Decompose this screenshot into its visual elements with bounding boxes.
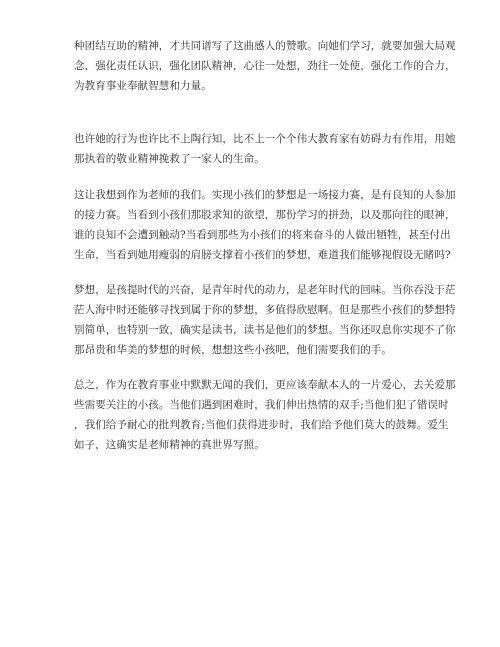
text-line: 生命，当看到她用瘦弱的肩膀支撑着小孩们的梦想，难道我们能够视假设无睹吗? bbox=[74, 249, 451, 261]
text-line: 那执着的敬业精神挽救了一家人的生命。 bbox=[74, 153, 265, 165]
text-line: 这让我想到作为老师的我们。实现小孩们的梦想是一场接力赛，是有良知的人参加 bbox=[74, 189, 456, 201]
text-line: 念，强化责任认识，强化团队精神，心往一处想，劲往一处使，强化工作的合力， bbox=[74, 60, 456, 72]
paragraph-4 bbox=[74, 280, 456, 360]
text-line: ，我们给予耐心的批判教育;当他们获得进步时，我们给予他们莫大的鼓舞。爱生 bbox=[74, 419, 449, 431]
text-line: 别简单，也特别一致，确实是读书，读书是他们的梦想。当你还叹息你实现不了你 bbox=[74, 324, 456, 336]
text-line: 为教育事业奉献智慧和力量。 bbox=[74, 80, 212, 92]
text-line: 茫人海中时还能够寻找到属于你的梦想，多值得欣慰啊。但是那些小孩们的梦想特 bbox=[74, 304, 456, 316]
paragraph-2 bbox=[74, 129, 456, 169]
text-line: 总之，作为在教育事业中默默无闻的我们，更应该奉献本人的一片爱心，去关爱那 bbox=[74, 379, 456, 391]
text-line: 梦想，是孩提时代的兴奋，是青年时代的动力，是老年时代的回味。当你吞没于茫 bbox=[74, 284, 456, 296]
text-line: 种团结互助的精神，才共同谱写了这曲感人的赞歌。向她们学习，就要加强大局观 bbox=[74, 40, 456, 52]
paragraph-3 bbox=[74, 185, 456, 265]
text-line: 谁的良知不会遭到触动?当看到那些为小孩们的将来奋斗的人做出牺牲，甚至付出 bbox=[74, 229, 451, 241]
paragraph-5 bbox=[74, 375, 456, 455]
text-line: 的接力赛。当看到小孩们那股求知的欲望，那份学习的拼劲，以及那向往的眼神， bbox=[74, 209, 456, 221]
text-line: 那昂贵和华美的梦想的时候，想想这些小孩吧，他们需要我们的手。 bbox=[74, 344, 392, 356]
text-line: 如子，这确实是老师精神的真世界写照。 bbox=[74, 439, 265, 451]
paragraph-1 bbox=[74, 36, 456, 96]
text-line: 些需要关注的小孩。当他们遇到困难时，我们伸出热情的双手;当他们犯了错误时 bbox=[74, 399, 449, 411]
text-line: 也许她的行为也许比不上陶行知，比不上一个个伟大教育家有妨碍力有作用，用她 bbox=[74, 133, 456, 145]
